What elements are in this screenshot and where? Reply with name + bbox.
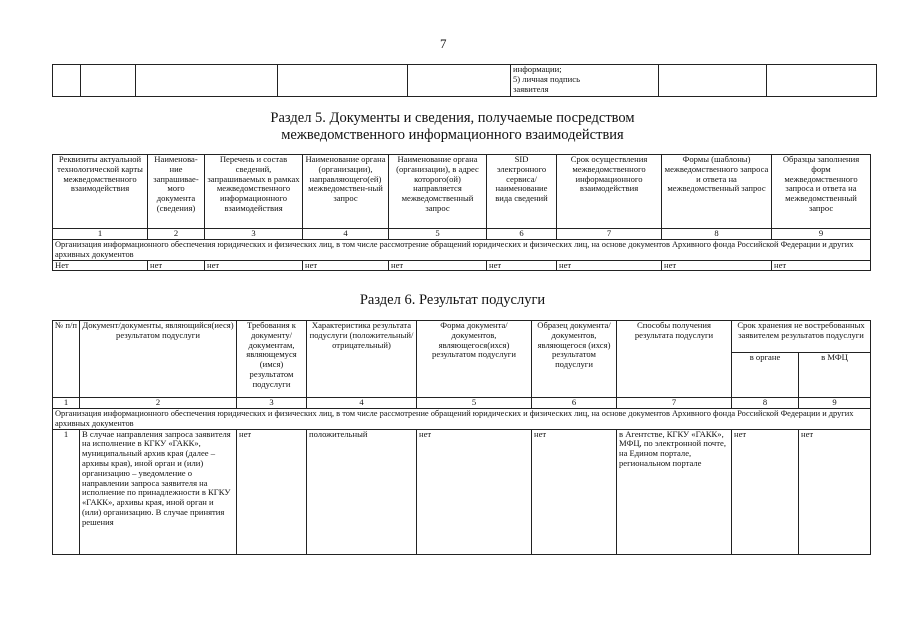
s6-header-storage: Срок хранения не востребованных заявителем результатов подуслуги (732, 321, 871, 353)
s5-col-number: 4 (303, 229, 389, 240)
section5-number-row (53, 229, 871, 240)
s5-col-number: 5 (389, 229, 487, 240)
s5-header: Срок осуществления межведомственного информационного взаимодействия (557, 155, 662, 229)
s6-header: Образец документа/ документов, являющегося (ихся) результатом подуслуги (532, 321, 617, 398)
s5-header: Образцы заполнения форм межведомственного запроса и ответа на межведомственный запрос (772, 155, 871, 229)
s6-subheader: в органе (732, 353, 799, 398)
s5-value: нет (205, 260, 303, 271)
s6-col-number: 5 (417, 398, 532, 409)
cont-cell (659, 65, 767, 97)
s6-cell: в Агентстве, КГКУ «ГАКК», МФЦ, по электронной почте, на Едином портале, региональном портале (617, 429, 732, 554)
cont-text-cell (511, 65, 659, 97)
s6-header: Требования к документу/ документам, являющемуся (имся) результатом подуслуги (237, 321, 307, 398)
s6-subheader: в МФЦ (799, 353, 871, 398)
s6-col-number: 3 (237, 398, 307, 409)
s5-value: нет (772, 260, 871, 271)
page-number: 7 (440, 36, 447, 51)
s6-col-number: 7 (617, 398, 732, 409)
cont-cell (408, 65, 511, 97)
section5-header-row (53, 155, 871, 229)
s5-value: нет (662, 260, 772, 271)
s5-value: Нет (53, 260, 148, 271)
s5-header: Реквизиты актуальной технологической карты межведомственного взаимодействия (53, 155, 148, 229)
s6-cell: нет (799, 429, 871, 554)
s5-col-number: 2 (148, 229, 205, 240)
cont-line: заявителя (513, 83, 549, 94)
continuation-table (52, 64, 877, 97)
s6-col-number: 4 (307, 398, 417, 409)
cont-cell (136, 65, 278, 97)
s5-col-number: 1 (53, 229, 148, 240)
s5-header: Перечень и состав сведений, запрашиваемых в рамках межведомственного информационного взаимодействия (205, 155, 303, 229)
section6-org-row (53, 409, 871, 430)
s6-org-text: Организация информационного обеспечения юридических и физических лиц, в том числе рассмотрение обращений юридических и физических лиц, на основе документов Архивного фонда Российской Федерации и других архивных документов (53, 409, 871, 430)
s6-cell: нет (417, 429, 532, 554)
s6-cell: В случае направления запроса заявителя на исполнение в КГКУ «ГАКК», муниципальный архив края (далее – архивы края), иной орган и (или) организацию – уведомление о направлении запроса заявителя на исполнение по принадлежности в КГКУ «ГАКК», архивы края, иной орган и (или) организацию. В случае принятия решения (80, 429, 237, 554)
s5-value: нет (148, 260, 205, 271)
s6-col-number: 1 (53, 398, 80, 409)
s6-header: № п/п (53, 321, 80, 398)
s6-col-number: 6 (532, 398, 617, 409)
s5-value: нет (557, 260, 662, 271)
s6-header: Характеристика результата подуслуги (положительный/ отрицательный) (307, 321, 417, 398)
cont-cell (53, 65, 81, 97)
s6-col-number: 8 (732, 398, 799, 409)
s6-cell: нет (732, 429, 799, 554)
s5-value: нет (303, 260, 389, 271)
section5-org-row (53, 240, 871, 261)
cont-cell (767, 65, 877, 97)
s6-col-number: 9 (799, 398, 871, 409)
cont-cell (81, 65, 136, 97)
section5-title-line2: межведомственного информационного взаимодействия (281, 127, 624, 143)
s5-value: нет (487, 260, 557, 271)
section5-value-row (53, 260, 871, 271)
s6-header: Форма документа/документов, являющегося(ихся) результатом подуслуги (417, 321, 532, 398)
s5-col-number: 7 (557, 229, 662, 240)
s5-col-number: 9 (772, 229, 871, 240)
s6-col-number: 2 (80, 398, 237, 409)
section6-header-row (53, 321, 871, 353)
s5-col-number: 8 (662, 229, 772, 240)
section5-title-line1: Раздел 5. Документы и сведения, получаемые посредством (270, 110, 635, 126)
s6-header: Способы получения результата подуслуги (617, 321, 732, 398)
cont-line: 5) личная подпись (513, 73, 580, 84)
section6-table (52, 320, 871, 555)
s6-cell: нет (532, 429, 617, 554)
s5-header: Наименование органа (организации), направляющего(ей) межведомствен-ный запрос (303, 155, 389, 229)
cont-cell (278, 65, 408, 97)
s5-header: SID электронного сервиса/ наименование вида сведений (487, 155, 557, 229)
s6-header: Документ/документы, являющийся(иеся) результатом подуслуги (80, 321, 237, 398)
s6-cell: 1 (53, 429, 80, 554)
s5-header: Наименова-ние запрашивае-мого документа (сведения) (148, 155, 205, 229)
s6-cell: положительный (307, 429, 417, 554)
s5-col-number: 6 (487, 229, 557, 240)
section6-data-row (53, 429, 871, 554)
s5-value: нет (389, 260, 487, 271)
s5-org-text: Организация информационного обеспечения юридических и физических лиц, в том числе рассмотрение обращений юридических и физических лиц, на основе документов Архивного фонда Российской Федерации и других архивных документов (53, 240, 871, 261)
s5-header: Формы (шаблоны) межведомственного запроса и ответа на межведомственный запрос (662, 155, 772, 229)
section6-title: Раздел 6. Результат подуслуги (359, 292, 546, 308)
cont-line: информации; (513, 64, 562, 74)
s5-col-number: 3 (205, 229, 303, 240)
section5-table (52, 154, 871, 271)
s5-header: Наименование органа (организации), в адрес которого(ой) направляется межведомственный запрос (389, 155, 487, 229)
section6-number-row (53, 398, 871, 409)
s6-cell: нет (237, 429, 307, 554)
